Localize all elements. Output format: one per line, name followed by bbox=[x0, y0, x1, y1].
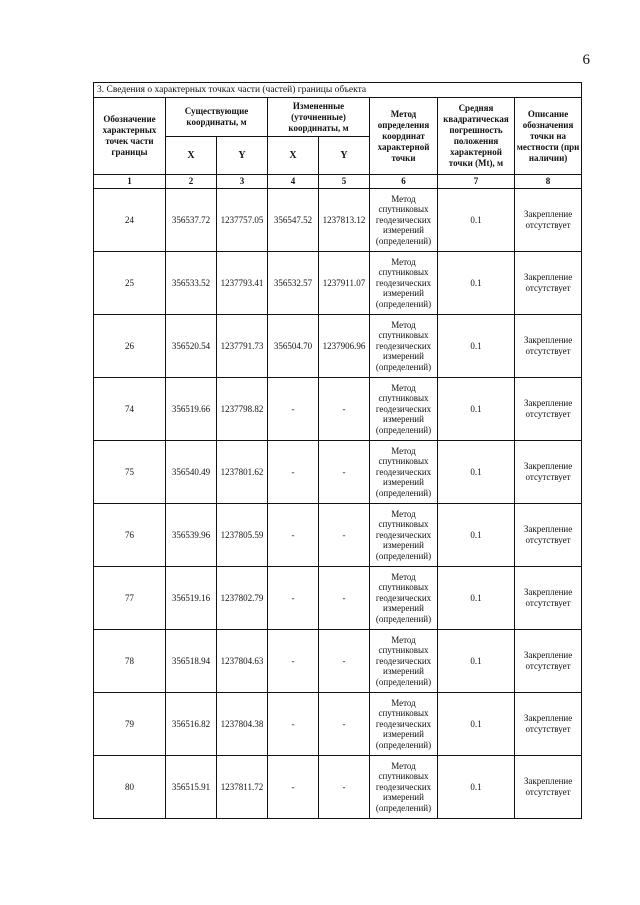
header-accuracy: Средняя квадратическая погрешность положения характерной точки (Mt), м bbox=[438, 98, 515, 175]
existing-y: 1237798.82 bbox=[217, 378, 268, 441]
changed-y: 1237906.96 bbox=[319, 315, 370, 378]
method: Метод спутниковых геодезических измерений (определений) bbox=[370, 315, 438, 378]
existing-x: 356537.72 bbox=[166, 189, 217, 252]
method: Метод спутниковых геодезических измерений (определений) bbox=[370, 378, 438, 441]
point-id: 25 bbox=[94, 252, 166, 315]
method: Метод спутниковых геодезических измерений (определений) bbox=[370, 441, 438, 504]
table-row bbox=[94, 378, 582, 441]
existing-y: 1237757.05 bbox=[217, 189, 268, 252]
changed-x: - bbox=[268, 756, 319, 819]
method: Метод спутниковых геодезических измерений (определений) bbox=[370, 756, 438, 819]
header-existing-coords: Существующие координаты, м bbox=[166, 98, 268, 137]
column-numbers-row bbox=[94, 175, 582, 189]
marking-description: Закрепление отсутствует bbox=[515, 756, 582, 819]
table-row bbox=[94, 441, 582, 504]
column-number: 5 bbox=[319, 175, 370, 189]
changed-x: - bbox=[268, 567, 319, 630]
table-row bbox=[94, 630, 582, 693]
table-row bbox=[94, 189, 582, 252]
changed-x: 356504.70 bbox=[268, 315, 319, 378]
existing-y: 1237801.62 bbox=[217, 441, 268, 504]
marking-description: Закрепление отсутствует bbox=[515, 630, 582, 693]
table-row bbox=[94, 252, 582, 315]
method: Метод спутниковых геодезических измерений (определений) bbox=[370, 693, 438, 756]
changed-y: - bbox=[319, 441, 370, 504]
point-id: 75 bbox=[94, 441, 166, 504]
changed-x: - bbox=[268, 504, 319, 567]
existing-y: 1237804.63 bbox=[217, 630, 268, 693]
changed-x: - bbox=[268, 441, 319, 504]
marking-description: Закрепление отсутствует bbox=[515, 189, 582, 252]
point-id: 79 bbox=[94, 693, 166, 756]
marking-description: Закрепление отсутствует bbox=[515, 693, 582, 756]
method: Метод спутниковых геодезических измерений (определений) bbox=[370, 189, 438, 252]
boundary-points-table bbox=[93, 82, 582, 819]
method: Метод спутниковых геодезических измерений (определений) bbox=[370, 630, 438, 693]
column-number: 2 bbox=[166, 175, 217, 189]
existing-y: 1237811.72 bbox=[217, 756, 268, 819]
existing-x: 356516.82 bbox=[166, 693, 217, 756]
existing-x: 356539.96 bbox=[166, 504, 217, 567]
changed-y: - bbox=[319, 504, 370, 567]
marking-description: Закрепление отсутствует bbox=[515, 378, 582, 441]
existing-x: 356519.66 bbox=[166, 378, 217, 441]
changed-y: 1237813.12 bbox=[319, 189, 370, 252]
existing-x: 356540.49 bbox=[166, 441, 217, 504]
column-number: 4 bbox=[268, 175, 319, 189]
changed-y: 1237911.07 bbox=[319, 252, 370, 315]
column-number: 3 bbox=[217, 175, 268, 189]
existing-x: 356519.16 bbox=[166, 567, 217, 630]
changed-x: 356532.57 bbox=[268, 252, 319, 315]
marking-description: Закрепление отсутствует bbox=[515, 567, 582, 630]
page-number: 6 bbox=[582, 52, 590, 68]
point-id: 78 bbox=[94, 630, 166, 693]
changed-y: - bbox=[319, 693, 370, 756]
existing-x: 356518.94 bbox=[166, 630, 217, 693]
point-id: 80 bbox=[94, 756, 166, 819]
accuracy-mt: 0.1 bbox=[438, 252, 515, 315]
method: Метод спутниковых геодезических измерений (определений) bbox=[370, 504, 438, 567]
marking-description: Закрепление отсутствует bbox=[515, 252, 582, 315]
existing-y: 1237805.59 bbox=[217, 504, 268, 567]
changed-x: - bbox=[268, 693, 319, 756]
marking-description: Закрепление отсутствует bbox=[515, 441, 582, 504]
column-number: 7 bbox=[438, 175, 515, 189]
existing-y: 1237804.38 bbox=[217, 693, 268, 756]
accuracy-mt: 0.1 bbox=[438, 504, 515, 567]
changed-x: - bbox=[268, 378, 319, 441]
marking-description: Закрепление отсутствует bbox=[515, 315, 582, 378]
method: Метод спутниковых геодезических измерений (определений) bbox=[370, 567, 438, 630]
point-id: 26 bbox=[94, 315, 166, 378]
changed-y: - bbox=[319, 567, 370, 630]
header-method: Метод определения координат характерной точки bbox=[370, 98, 438, 175]
accuracy-mt: 0.1 bbox=[438, 378, 515, 441]
header-changed-coords: Измененные (уточненные) координаты, м bbox=[268, 98, 370, 137]
marking-description: Закрепление отсутствует bbox=[515, 504, 582, 567]
table-row bbox=[94, 504, 582, 567]
existing-y: 1237793.41 bbox=[217, 252, 268, 315]
column-number: 1 bbox=[94, 175, 166, 189]
accuracy-mt: 0.1 bbox=[438, 693, 515, 756]
existing-x: 356520.54 bbox=[166, 315, 217, 378]
header-existing-x: X bbox=[166, 137, 217, 175]
existing-y: 1237802.79 bbox=[217, 567, 268, 630]
accuracy-mt: 0.1 bbox=[438, 756, 515, 819]
table-row bbox=[94, 567, 582, 630]
changed-y: - bbox=[319, 378, 370, 441]
existing-y: 1237791.73 bbox=[217, 315, 268, 378]
table-row bbox=[94, 756, 582, 819]
header-changed-x: X bbox=[268, 137, 319, 175]
point-id: 74 bbox=[94, 378, 166, 441]
table-body bbox=[94, 189, 582, 819]
column-number: 8 bbox=[515, 175, 582, 189]
section-title: 3. Сведения о характерных точках части (частей) границы объекта bbox=[94, 83, 582, 98]
header-changed-y: Y bbox=[319, 137, 370, 175]
accuracy-mt: 0.1 bbox=[438, 567, 515, 630]
header-description: Описание обозначения точки на местности (при наличии) bbox=[515, 98, 582, 175]
point-id: 76 bbox=[94, 504, 166, 567]
existing-x: 356515.91 bbox=[166, 756, 217, 819]
column-number: 6 bbox=[370, 175, 438, 189]
point-id: 24 bbox=[94, 189, 166, 252]
existing-x: 356533.52 bbox=[166, 252, 217, 315]
point-id: 77 bbox=[94, 567, 166, 630]
header-existing-y: Y bbox=[217, 137, 268, 175]
accuracy-mt: 0.1 bbox=[438, 189, 515, 252]
changed-y: - bbox=[319, 630, 370, 693]
method: Метод спутниковых геодезических измерений (определений) bbox=[370, 252, 438, 315]
accuracy-mt: 0.1 bbox=[438, 630, 515, 693]
changed-y: - bbox=[319, 756, 370, 819]
table-row bbox=[94, 315, 582, 378]
accuracy-mt: 0.1 bbox=[438, 441, 515, 504]
changed-x: - bbox=[268, 630, 319, 693]
header-point-designation: Обозначение характерных точек части границы bbox=[94, 98, 166, 175]
table-row bbox=[94, 693, 582, 756]
changed-x: 356547.52 bbox=[268, 189, 319, 252]
accuracy-mt: 0.1 bbox=[438, 315, 515, 378]
